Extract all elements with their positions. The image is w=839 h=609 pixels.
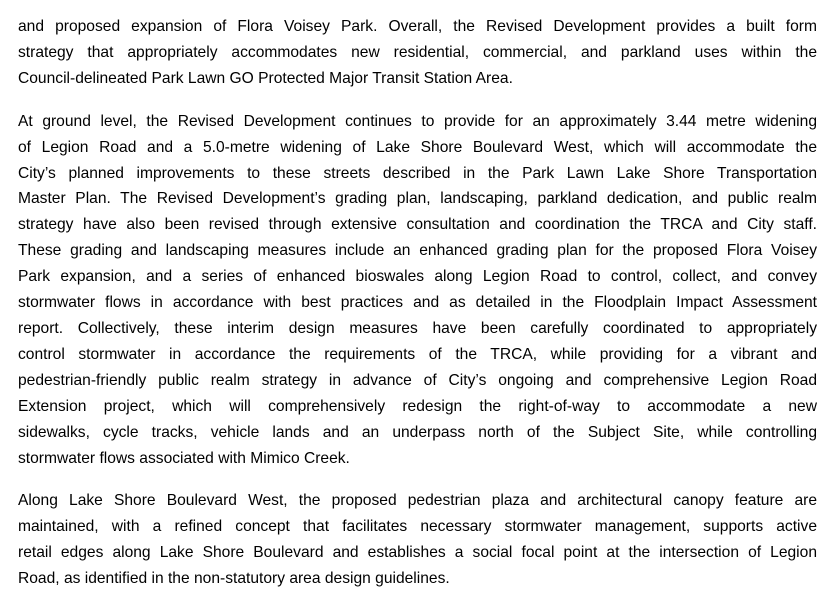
paragraph-3-line-3: retail edges along Lake Shore Boulevard and establishes a social focal point at the intersection of Legion [18, 544, 817, 562]
paragraph-2-line-2: of Legion Road and a 5.0-metre widening of Lake Shore Boulevard West, which will accommodate the [18, 138, 817, 156]
paragraph-2-line-13: sidewalks, cycle tracks, vehicle lands and an underpass north of the Subject Site, while controlling [18, 423, 817, 441]
paragraph-3-line-2: maintained, with a refined concept that facilitates necessary stormwater management, supports active [18, 518, 817, 536]
document-body [18, 14, 817, 609]
paragraph-2-line-8: stormwater flows in accordance with best practices and as detailed in the Floodplain Impact Assessment [18, 294, 817, 312]
paragraph-1-line-3: Council-delineated Park Lawn GO Protected Major Transit Station Area. [18, 69, 513, 87]
paragraph-3-line-1: Along Lake Shore Boulevard West, the proposed pedestrian plaza and architectural canopy feature are [18, 492, 817, 510]
paragraph-2-line-10: control stormwater in accordance the requirements of the TRCA, while providing for a vibrant and [18, 345, 817, 363]
paragraph-1-line-1: and proposed expansion of Flora Voisey Park. Overall, the Revised Development provides a built form [18, 18, 817, 35]
paragraph-2-line-12: Extension project, which will comprehensively redesign the right-of-way to accommodate a new [18, 397, 817, 415]
paragraph-2 [18, 109, 817, 472]
paragraph-2-line-1: At ground level, the Revised Development continues to provide for an approximately 3.44 metre widening [18, 112, 817, 130]
paragraph-2-line-11: pedestrian-friendly public realm strategy in advance of City’s ongoing and comprehensive Legion Road [18, 371, 817, 389]
paragraph-2-line-6: These grading and landscaping measures include an enhanced grading plan for the proposed Flora Voisey [18, 242, 817, 260]
paragraph-2-line-7: Park expansion, and a series of enhanced bioswales along Legion Road to control, collect, and convey [18, 268, 817, 286]
paragraph-1 [18, 14, 817, 92]
paragraph-2-line-4: Master Plan. The Revised Development’s grading plan, landscaping, parkland dedication, and public realm [18, 190, 817, 208]
paragraph-2-line-14: stormwater flows associated with Mimico Creek. [18, 449, 350, 467]
paragraph-3-line-4: Road, as identified in the non-statutory area design guidelines. [18, 570, 450, 588]
paragraph-1-line-2: strategy that appropriately accommodates new residential, commercial, and parkland uses within the [18, 43, 817, 61]
paragraph-2-line-3: City’s planned improvements to these streets described in the Park Lawn Lake Shore Transportation [18, 164, 817, 182]
paragraph-3 [18, 488, 817, 592]
paragraph-2-line-9: report. Collectively, these interim design measures have been carefully coordinated to appropriately [18, 319, 817, 337]
paragraph-2-line-5: strategy have also been revised through extensive consultation and coordination the TRCA and City staff. [18, 216, 817, 234]
